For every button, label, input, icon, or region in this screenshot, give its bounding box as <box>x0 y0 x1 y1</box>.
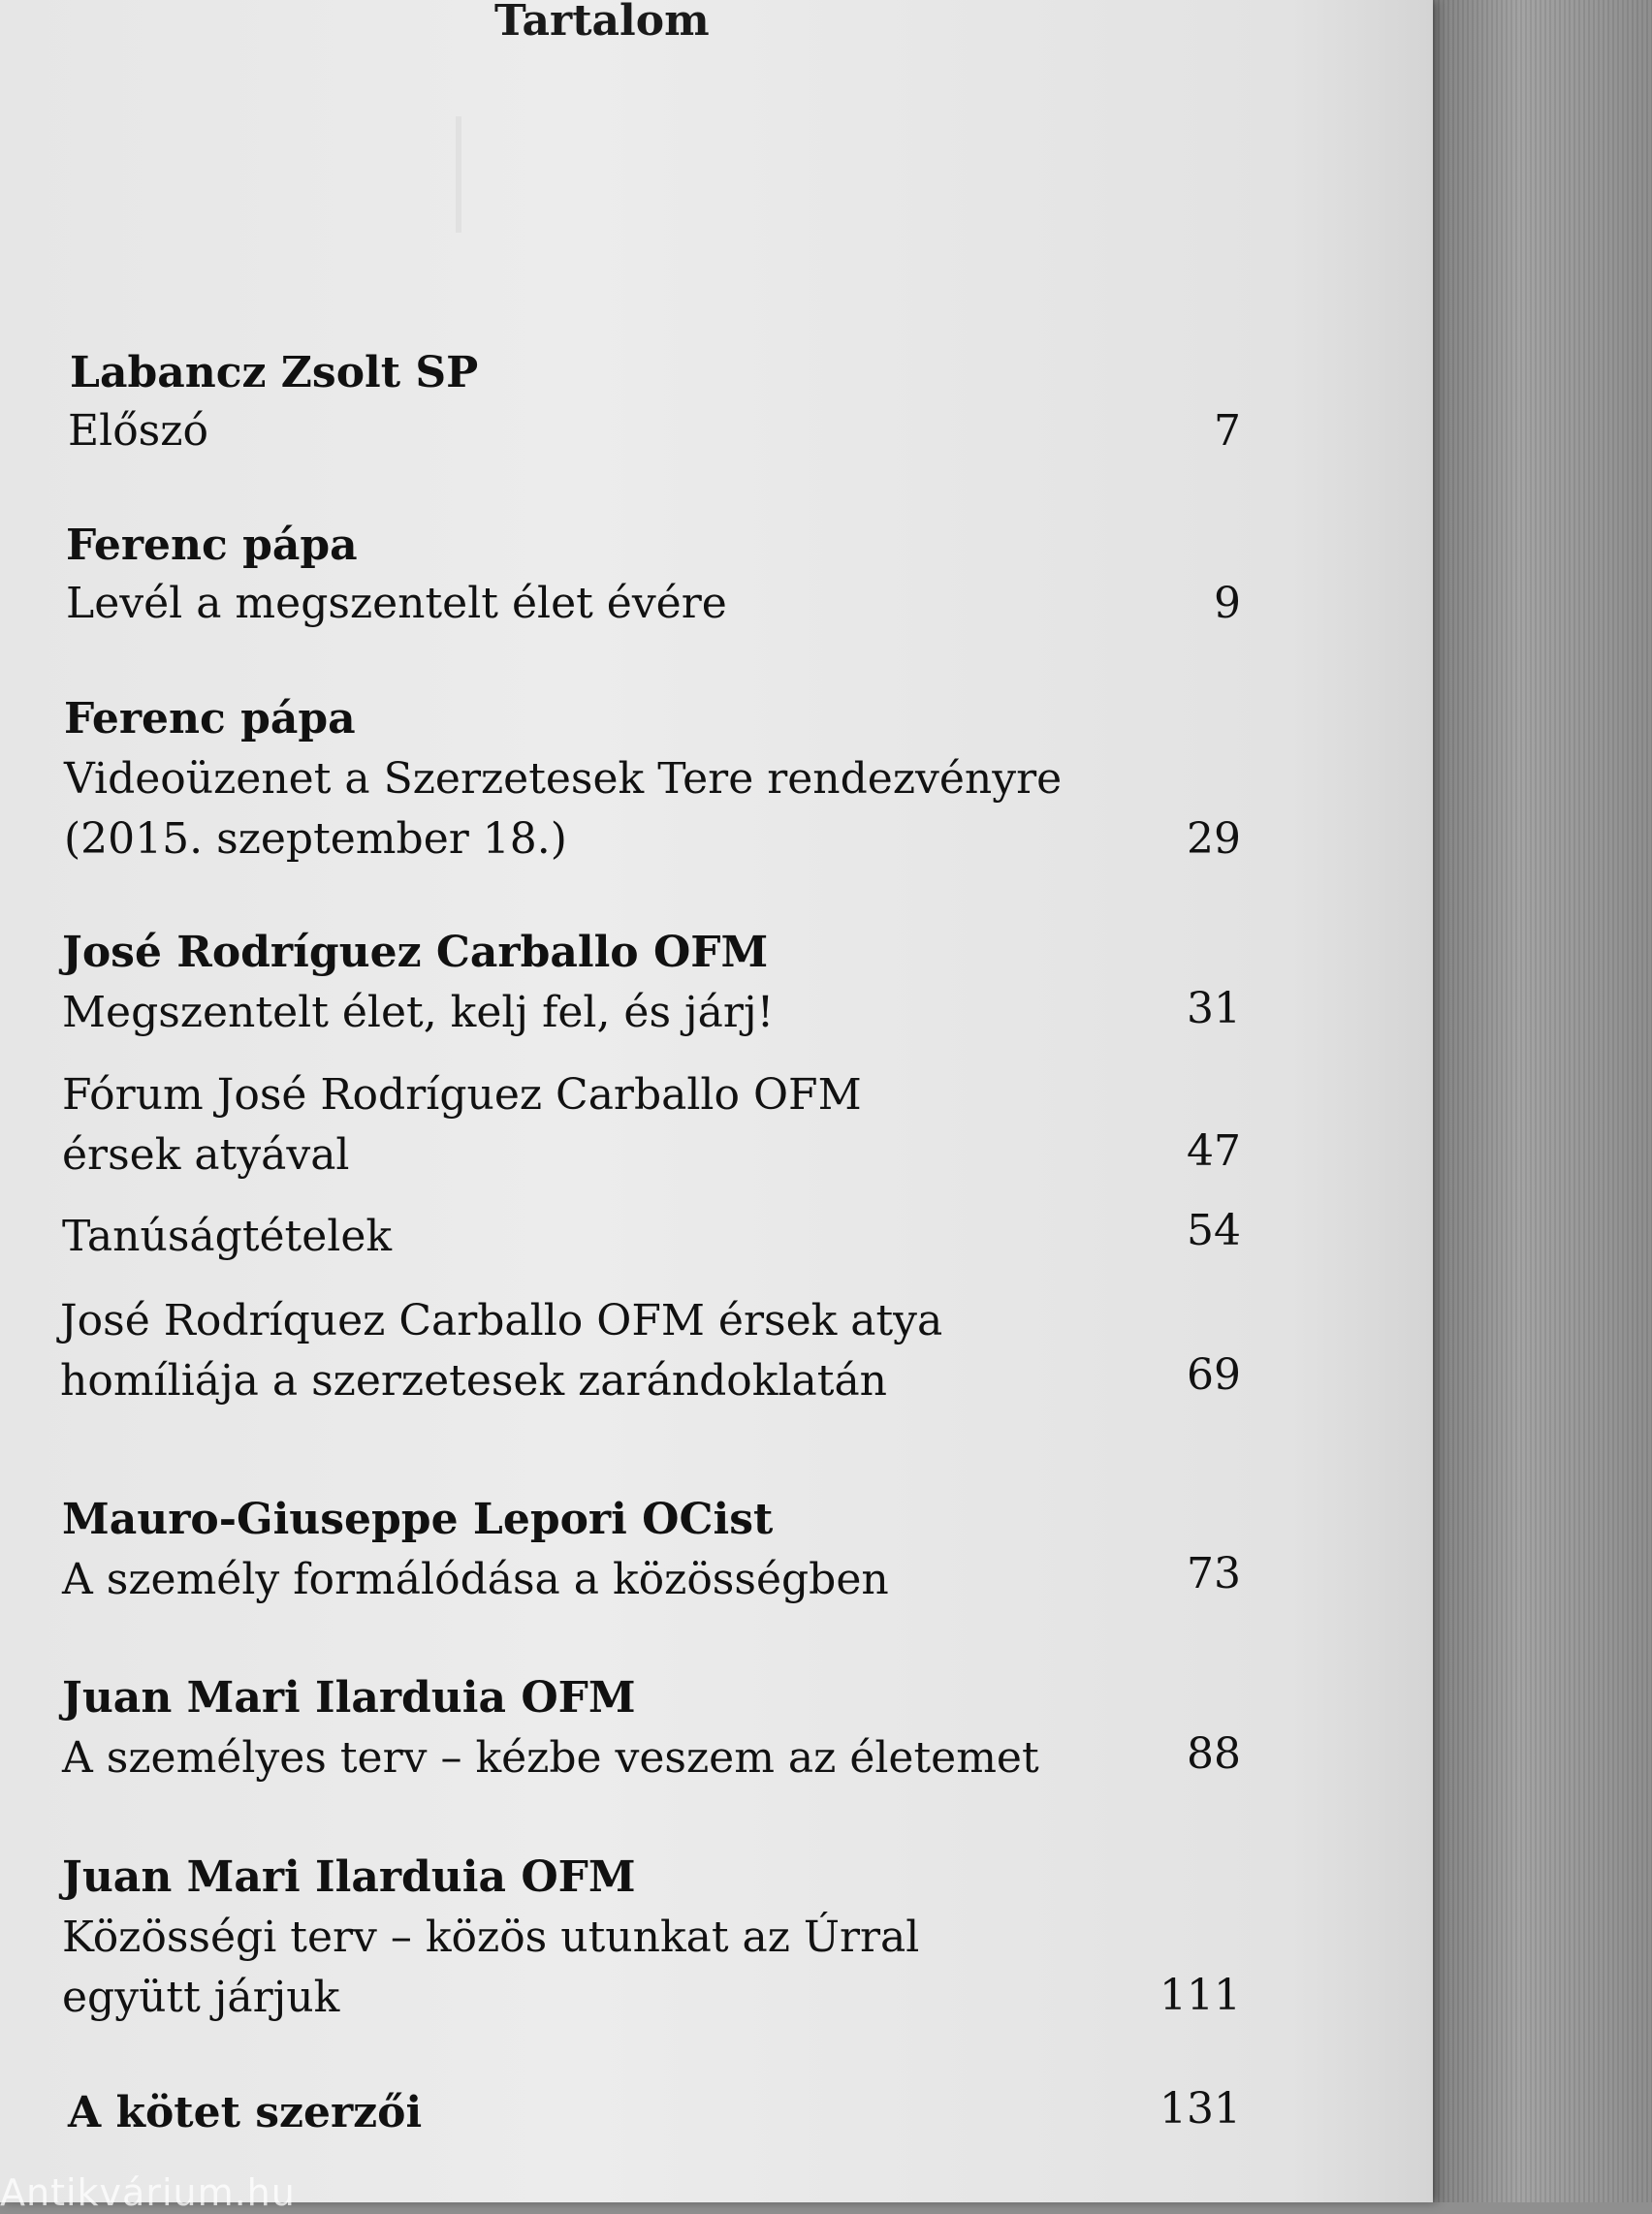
toc-page-number: 88 <box>1187 1729 1241 1779</box>
toc-author: José Rodríguez Carballo OFM <box>62 928 769 977</box>
toc-page-number: 73 <box>1187 1549 1241 1598</box>
toc-page-number: 29 <box>1187 814 1241 864</box>
toc-author: Juan Mari Ilarduia OFM <box>62 1852 636 1902</box>
toc-title-line: Közösségi terv – közös utunkat az Úrral <box>62 1913 920 1962</box>
watermark-text: Antikvárium.hu <box>0 2171 296 2214</box>
toc-page-number: 7 <box>1214 406 1241 456</box>
toc-author: Ferenc pápa <box>66 521 358 570</box>
toc-page-number: 131 <box>1160 2084 1241 2134</box>
bleed-through-text <box>456 116 1004 233</box>
toc-author: Ferenc pápa <box>64 694 356 743</box>
toc-author: Juan Mari Ilarduia OFM <box>62 1673 636 1723</box>
toc-page-number: 47 <box>1187 1126 1241 1176</box>
toc-title-line: A személy formálódása a közösségben <box>62 1555 889 1604</box>
toc-page-number: 54 <box>1187 1206 1241 1255</box>
toc-title-line: homíliája a szerzetesek zarándoklatán <box>60 1356 888 1406</box>
toc-title-line: A személyes terv – kézbe veszem az életemet <box>62 1733 1039 1783</box>
toc-page-number: 31 <box>1187 984 1241 1033</box>
toc-title-line: (2015. szeptember 18.) <box>64 814 567 864</box>
toc-title-line: Tanúságtételek <box>62 1212 393 1261</box>
toc-title-line: Előszó <box>68 406 208 456</box>
desk-background <box>1433 0 1652 2202</box>
toc-author: Mauro-Giuseppe Lepori OCist <box>62 1495 774 1544</box>
toc-author: Labancz Zsolt SP <box>70 348 479 397</box>
toc-page-number: 9 <box>1214 579 1241 628</box>
toc-page-number: 111 <box>1160 1971 1241 2020</box>
toc-title-line: Megszentelt élet, kelj fel, és járj! <box>62 988 775 1037</box>
toc-title-line: Videoüzenet a Szerzetesek Tere rendezvényre <box>64 754 1063 804</box>
toc-title-line: Levél a megszentelt élet évére <box>66 579 727 628</box>
toc-title-line: Fórum José Rodríguez Carballo OFM <box>62 1070 862 1120</box>
toc-title-line: együtt járjuk <box>62 1973 340 2022</box>
toc-title-line: érsek atyával <box>62 1130 350 1180</box>
toc-title-line: José Rodríquez Carballo OFM érsek atya <box>60 1296 943 1345</box>
page-title: Tartalom <box>494 0 710 46</box>
toc-author: A kötet szerzői <box>68 2088 423 2137</box>
toc-page-number: 69 <box>1187 1350 1241 1400</box>
